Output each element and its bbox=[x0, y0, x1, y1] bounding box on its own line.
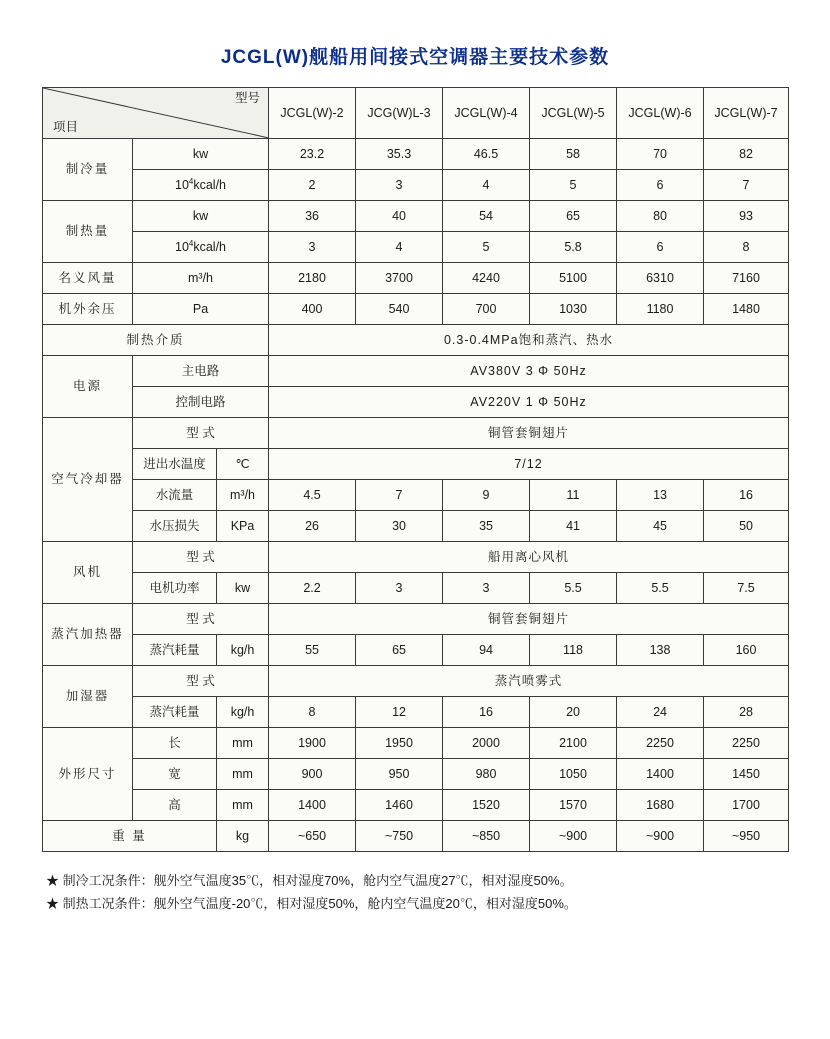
unit-exponent: 4 bbox=[188, 239, 194, 249]
row-group-air-cooler: 空气冷却器 bbox=[43, 418, 133, 542]
cell-value: 3700 bbox=[356, 263, 443, 294]
row-unit bbox=[133, 232, 269, 263]
cell-value: 35.3 bbox=[356, 139, 443, 170]
cell-value: 950 bbox=[356, 759, 443, 790]
cell-value: 50 bbox=[704, 511, 789, 542]
unit-tail: kcal/h bbox=[193, 178, 227, 193]
cell-value: 2.2 bbox=[269, 573, 356, 604]
cell-value: 58 bbox=[530, 139, 617, 170]
cell-value: 94 bbox=[443, 635, 530, 666]
table-row bbox=[43, 511, 789, 542]
table-row bbox=[43, 542, 789, 573]
row-sub-label: 水流量 bbox=[133, 480, 217, 511]
cell-value: 2250 bbox=[617, 728, 704, 759]
row-unit: mm bbox=[217, 790, 269, 821]
row-sub-label: 型 式 bbox=[133, 418, 269, 449]
corner-col-label: 型号 bbox=[235, 91, 261, 105]
row-sub-label: 长 bbox=[133, 728, 217, 759]
row-group-external-static-pressure: 机外余压 bbox=[43, 294, 133, 325]
cell-value: 3 bbox=[356, 573, 443, 604]
cell-value: 8 bbox=[269, 697, 356, 728]
cell-value: 1030 bbox=[530, 294, 617, 325]
cell-value: ~900 bbox=[530, 821, 617, 852]
cell-value: 65 bbox=[356, 635, 443, 666]
cell-value: 54 bbox=[443, 201, 530, 232]
cell-value: 7.5 bbox=[704, 573, 789, 604]
cell-value-span: AV220V 1 Φ 50Hz bbox=[269, 387, 789, 418]
cell-value: 5.5 bbox=[530, 573, 617, 604]
model-header-6: JCGL(W)-7 bbox=[704, 88, 789, 139]
cell-value: 1520 bbox=[443, 790, 530, 821]
cell-value: 1950 bbox=[356, 728, 443, 759]
cell-value: 8 bbox=[704, 232, 789, 263]
cell-value-span: 铜管套铜翅片 bbox=[269, 604, 789, 635]
model-header-4: JCGL(W)-5 bbox=[530, 88, 617, 139]
table-row bbox=[43, 232, 789, 263]
row-sub-label: 主电路 bbox=[133, 356, 269, 387]
row-unit: mm bbox=[217, 728, 269, 759]
cell-value: 35 bbox=[443, 511, 530, 542]
row-unit: kg/h bbox=[217, 697, 269, 728]
cell-value: 16 bbox=[704, 480, 789, 511]
row-sub-label: 水压损失 bbox=[133, 511, 217, 542]
cell-value: 160 bbox=[704, 635, 789, 666]
cell-value: 7 bbox=[356, 480, 443, 511]
cell-value: 6 bbox=[617, 170, 704, 201]
row-group-dimensions: 外形尺寸 bbox=[43, 728, 133, 821]
table-row bbox=[43, 635, 789, 666]
cell-value: 1680 bbox=[617, 790, 704, 821]
row-sub-label: 高 bbox=[133, 790, 217, 821]
cell-value: ~950 bbox=[704, 821, 789, 852]
row-sub-label: 宽 bbox=[133, 759, 217, 790]
cell-value: 1460 bbox=[356, 790, 443, 821]
cell-value: 70 bbox=[617, 139, 704, 170]
cell-value: 1570 bbox=[530, 790, 617, 821]
cell-value: 11 bbox=[530, 480, 617, 511]
row-unit: m³/h bbox=[217, 480, 269, 511]
row-group-nominal-airflow: 名义风量 bbox=[43, 263, 133, 294]
footnote-cooling-condition: ★ 制冷工况条件：舰外空气温度35℃，相对湿度70%，舱内空气温度27℃，相对湿度50%。 bbox=[46, 873, 573, 888]
cell-value: ~650 bbox=[269, 821, 356, 852]
cell-value: 2 bbox=[269, 170, 356, 201]
table-row bbox=[43, 697, 789, 728]
corner-row-label: 项目 bbox=[53, 119, 79, 134]
row-sub-label: 电机功率 bbox=[133, 573, 217, 604]
cell-value-span: AV380V 3 Φ 50Hz bbox=[269, 356, 789, 387]
cell-value: 80 bbox=[617, 201, 704, 232]
row-group-cooling-capacity: 制冷量 bbox=[43, 139, 133, 201]
cell-value: 4 bbox=[443, 170, 530, 201]
cell-value: 4240 bbox=[443, 263, 530, 294]
cell-value: 1180 bbox=[617, 294, 704, 325]
cell-value: 1480 bbox=[704, 294, 789, 325]
cell-value: 12 bbox=[356, 697, 443, 728]
row-unit: kw bbox=[133, 201, 269, 232]
row-unit bbox=[133, 170, 269, 201]
cell-value: ~900 bbox=[617, 821, 704, 852]
spec-table-container bbox=[0, 87, 830, 852]
corner-diagonal bbox=[43, 88, 268, 138]
model-header-5: JCGL(W)-6 bbox=[617, 88, 704, 139]
cell-value: 138 bbox=[617, 635, 704, 666]
cell-value: 6 bbox=[617, 232, 704, 263]
row-group-heating-medium: 制热介质 bbox=[43, 325, 269, 356]
table-row bbox=[43, 139, 789, 170]
cell-value: 2180 bbox=[269, 263, 356, 294]
cell-value: 6310 bbox=[617, 263, 704, 294]
cell-value: 7 bbox=[704, 170, 789, 201]
unit-base: 10 bbox=[175, 178, 189, 193]
model-header-3: JCGL(W)-4 bbox=[443, 88, 530, 139]
page-title: JCGL(W)舰船用间接式空调器主要技术参数 bbox=[220, 47, 610, 68]
cell-value-span: 蒸汽喷雾式 bbox=[269, 666, 789, 697]
cell-value-span: 船用离心风机 bbox=[269, 542, 789, 573]
cell-value: 55 bbox=[269, 635, 356, 666]
cell-value: 7160 bbox=[704, 263, 789, 294]
table-row bbox=[43, 201, 789, 232]
row-sub-label: 型 式 bbox=[133, 666, 269, 697]
cell-value: 20 bbox=[530, 697, 617, 728]
cell-value: 4 bbox=[356, 232, 443, 263]
row-sub-label: 进出水温度 bbox=[133, 449, 217, 480]
cell-value: 1900 bbox=[269, 728, 356, 759]
cell-value: 26 bbox=[269, 511, 356, 542]
table-row bbox=[43, 821, 789, 852]
cell-value: 5.8 bbox=[530, 232, 617, 263]
cell-value: 28 bbox=[704, 697, 789, 728]
model-header-2: JCG(W)L-3 bbox=[356, 88, 443, 139]
cell-value: 1450 bbox=[704, 759, 789, 790]
unit-base: 10 bbox=[175, 240, 189, 255]
cell-value: 980 bbox=[443, 759, 530, 790]
cell-value: 540 bbox=[356, 294, 443, 325]
cell-value: 2250 bbox=[704, 728, 789, 759]
cell-value: 82 bbox=[704, 139, 789, 170]
table-row bbox=[43, 759, 789, 790]
cell-value: 16 bbox=[443, 697, 530, 728]
row-unit: KPa bbox=[217, 511, 269, 542]
cell-value: 40 bbox=[356, 201, 443, 232]
cell-value: 1400 bbox=[269, 790, 356, 821]
table-row bbox=[43, 728, 789, 759]
table-row bbox=[43, 666, 789, 697]
cell-value: 3 bbox=[269, 232, 356, 263]
table-row bbox=[43, 294, 789, 325]
table-row bbox=[43, 170, 789, 201]
table-row bbox=[43, 790, 789, 821]
cell-value: 3 bbox=[443, 573, 530, 604]
row-group-heating-capacity: 制热量 bbox=[43, 201, 133, 263]
unit-tail: kcal/h bbox=[193, 240, 227, 255]
row-unit: kg/h bbox=[217, 635, 269, 666]
table-row bbox=[43, 604, 789, 635]
cell-value: ~750 bbox=[356, 821, 443, 852]
cell-value: 5.5 bbox=[617, 573, 704, 604]
cell-value: 400 bbox=[269, 294, 356, 325]
table-header-row bbox=[43, 88, 789, 139]
cell-value-span: 7/12 bbox=[269, 449, 789, 480]
cell-value: 23.2 bbox=[269, 139, 356, 170]
row-unit: Pa bbox=[133, 294, 269, 325]
unit-exponent: 4 bbox=[188, 177, 194, 187]
cell-value: 700 bbox=[443, 294, 530, 325]
cell-value: 1400 bbox=[617, 759, 704, 790]
cell-value: 30 bbox=[356, 511, 443, 542]
footnote-heating-condition: ★ 制热工况条件：舰外空气温度-20℃，相对湿度50%，舱内空气温度20℃，相对湿度50%。 bbox=[46, 895, 577, 911]
table-row bbox=[43, 356, 789, 387]
cell-value: 13 bbox=[617, 480, 704, 511]
row-unit: m³/h bbox=[133, 263, 269, 294]
cell-value: 65 bbox=[530, 201, 617, 232]
cell-value: 45 bbox=[617, 511, 704, 542]
cell-value: 5 bbox=[530, 170, 617, 201]
table-row bbox=[43, 418, 789, 449]
row-group-power-supply: 电源 bbox=[43, 356, 133, 418]
row-unit: kg bbox=[217, 821, 269, 852]
cell-value: 46.5 bbox=[443, 139, 530, 170]
cell-value-span: 0.3-0.4MPa饱和蒸汽、热水 bbox=[269, 325, 789, 356]
cell-value: 3 bbox=[356, 170, 443, 201]
row-group-weight: 重 量 bbox=[43, 821, 217, 852]
cell-value: 900 bbox=[269, 759, 356, 790]
model-header-1: JCGL(W)-2 bbox=[269, 88, 356, 139]
cell-value: 2100 bbox=[530, 728, 617, 759]
cell-value-span: 铜管套铜翅片 bbox=[269, 418, 789, 449]
cell-value: 24 bbox=[617, 697, 704, 728]
row-group-humidifier: 加湿器 bbox=[43, 666, 133, 728]
row-group-steam-heater: 蒸汽加热器 bbox=[43, 604, 133, 666]
cell-value: 5100 bbox=[530, 263, 617, 294]
table-row bbox=[43, 263, 789, 294]
table-row bbox=[43, 480, 789, 511]
cell-value: 5 bbox=[443, 232, 530, 263]
table-row bbox=[43, 573, 789, 604]
cell-value: 1050 bbox=[530, 759, 617, 790]
row-sub-label: 蒸汽耗量 bbox=[133, 697, 217, 728]
table-row bbox=[43, 449, 789, 480]
cell-value: 36 bbox=[269, 201, 356, 232]
row-sub-label: 蒸汽耗量 bbox=[133, 635, 217, 666]
table-row bbox=[43, 387, 789, 418]
footnotes bbox=[0, 852, 830, 916]
row-unit: ℃ bbox=[217, 449, 269, 480]
row-sub-label: 型 式 bbox=[133, 542, 269, 573]
row-sub-label: 控制电路 bbox=[133, 387, 269, 418]
table-row bbox=[43, 325, 789, 356]
row-sub-label: 型 式 bbox=[133, 604, 269, 635]
row-unit: mm bbox=[217, 759, 269, 790]
cell-value: 4.5 bbox=[269, 480, 356, 511]
row-unit: kw bbox=[217, 573, 269, 604]
spec-table bbox=[42, 87, 789, 852]
cell-value: 93 bbox=[704, 201, 789, 232]
cell-value: 1700 bbox=[704, 790, 789, 821]
cell-value: 118 bbox=[530, 635, 617, 666]
cell-value: ~850 bbox=[443, 821, 530, 852]
cell-value: 41 bbox=[530, 511, 617, 542]
row-unit: kw bbox=[133, 139, 269, 170]
cell-value: 9 bbox=[443, 480, 530, 511]
header-corner-cell bbox=[43, 88, 269, 139]
row-group-fan: 风机 bbox=[43, 542, 133, 604]
cell-value: 2000 bbox=[443, 728, 530, 759]
